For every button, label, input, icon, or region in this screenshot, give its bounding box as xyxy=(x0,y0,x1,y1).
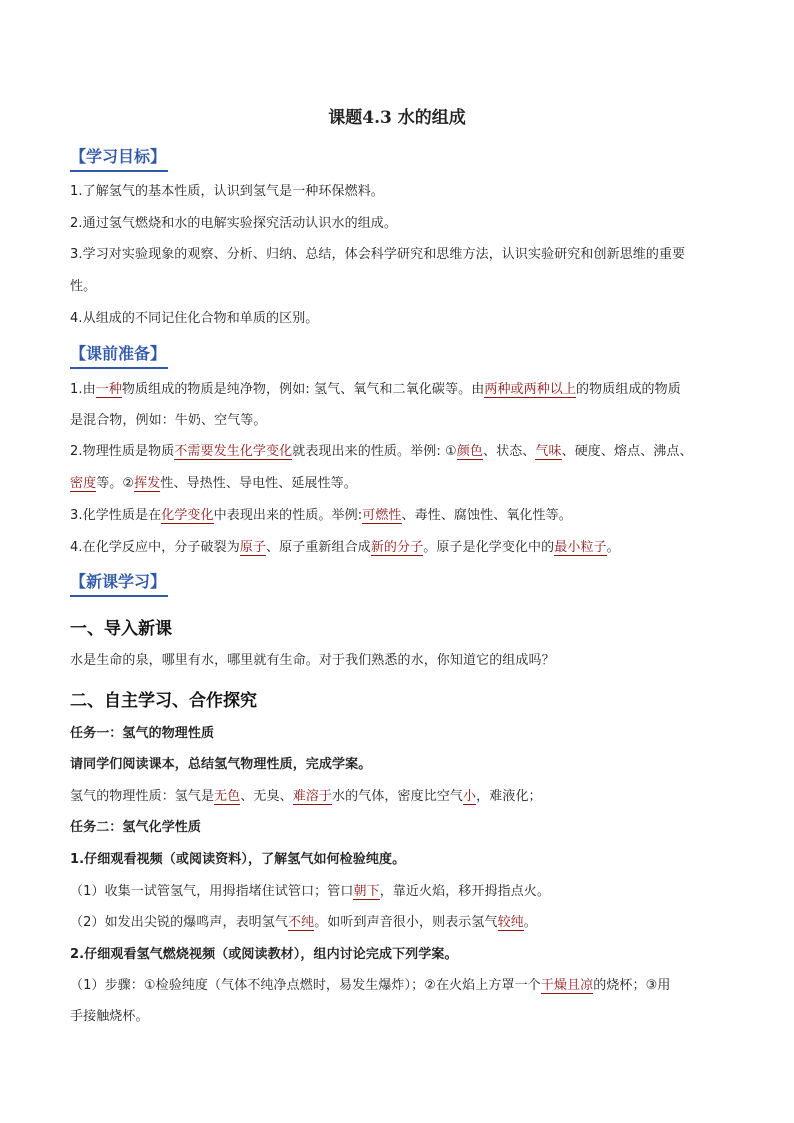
prep-paragraph-4 xyxy=(70,533,730,563)
explore-heading: 二、自主学习、合作探究 xyxy=(70,691,257,711)
prep-paragraph-2-continued xyxy=(70,469,730,499)
prep-text: 4.在化学反应中，分子破裂为 xyxy=(70,540,240,555)
answer-blank: 两种或两种以上 xyxy=(484,382,577,397)
objective-3: 3.学习对实验现象的观察、分析、归纳、总结，体会科学研究和思维方法，认识实验研究和创新思维的重要 xyxy=(70,247,686,262)
answer-blank: 不纯 xyxy=(287,915,315,930)
task-text: （2）如发出尖锐的爆鸣声，表明氢气 xyxy=(70,915,288,930)
prep-paragraph-2 xyxy=(70,437,730,467)
section-new-lesson: 【新课学习】 xyxy=(70,571,168,597)
task2-item-1: 1.仔细观看视频（或阅读资料），了解氢气如何检验纯度。 xyxy=(70,852,406,867)
answer-blank: 颜色 xyxy=(456,444,483,459)
answer-blank: 较纯 xyxy=(497,915,524,930)
prep-text: 、状态、 xyxy=(483,444,536,459)
intro-text: 水是生命的泉，哪里有水，哪里就有生命。对于我们熟悉的水，你知道它的组成吗？ xyxy=(70,653,555,668)
prep-text: 1.由 xyxy=(70,382,96,397)
prep-text: 、毒性、腐蚀性、氧化性等。 xyxy=(401,508,572,523)
answer-blank: 挥发 xyxy=(134,476,161,491)
answer-blank: 化学变化 xyxy=(161,508,214,523)
task2-step-2 xyxy=(70,908,730,938)
task2-item-2: 2.仔细观看氢气燃烧视频（或阅读教材），组内讨论完成下列学案。 xyxy=(70,947,458,962)
task-text: （1）收集一试管氢气，用拇指堵住试管口；管口 xyxy=(70,884,354,899)
prep-text: 就表现出来的性质。举例: ① xyxy=(292,444,457,459)
prep-paragraph-1-continued: 是混合物，例如：牛奶、空气等。 xyxy=(70,413,267,428)
prep-paragraph-1 xyxy=(70,375,730,405)
task1-title: 任务一：氢气的物理性质 xyxy=(70,726,215,741)
answer-blank: 原子 xyxy=(239,540,267,555)
task-text: 氢气的物理性质：氢气是 xyxy=(70,789,215,804)
prep-text: 。 xyxy=(606,540,620,555)
answer-blank: 新的分子 xyxy=(370,540,424,555)
task2-step-3 xyxy=(70,971,730,1001)
task-text: 的烧杯；③用 xyxy=(593,978,671,993)
objective-3-continued: 性。 xyxy=(70,279,97,294)
task-text: 。如听到声音很小，则表示氢气 xyxy=(314,915,498,930)
page-title: 课题4.3 水的组成 xyxy=(328,108,466,128)
task-text: 水的气体，密度比空气 xyxy=(332,789,464,804)
prep-text: 、硬度、熔点、沸点、 xyxy=(561,444,693,459)
task-text: ，靠近火焰，移开拇指点火。 xyxy=(379,884,550,899)
task-text: ，难液化； xyxy=(476,789,542,804)
prep-text: 2.物理性质是物质 xyxy=(70,444,175,459)
intro-heading: 一、导入新课 xyxy=(70,619,172,639)
section-preparation: 【课前准备】 xyxy=(70,343,168,369)
answer-blank: 最小粒子 xyxy=(554,540,607,555)
task-text: （1）步骤：①检验纯度（气体不纯净点燃时，易发生爆炸）；②在火焰上方罩一个 xyxy=(70,978,541,993)
prep-text: 性、导热性、导电性、延展性等。 xyxy=(160,476,357,491)
task1-answer xyxy=(70,782,730,812)
answer-blank: 可燃性 xyxy=(362,508,402,523)
objective-4: 4.从组成的不同记住化合物和单质的区别。 xyxy=(70,311,319,326)
task-text: 。 xyxy=(523,915,537,930)
answer-blank: 干燥且凉 xyxy=(540,978,594,993)
task-text: 、无臭、 xyxy=(240,789,293,804)
prep-paragraph-3 xyxy=(70,501,730,531)
prep-text: 物质组成的物质是纯净物，例如: 氢气、氧气和二氧化碳等。由 xyxy=(121,382,485,397)
prep-text: 等。② xyxy=(96,476,135,491)
answer-blank: 难溶于 xyxy=(292,789,333,804)
prep-text: 3.化学性质是在 xyxy=(70,508,162,523)
task2-step-3-continued: 手接触烧杯。 xyxy=(70,1009,149,1024)
answer-blank: 朝下 xyxy=(353,884,380,899)
objective-2: 2.通过氢气燃烧和水的电解实验探究活动认识水的组成。 xyxy=(70,216,398,231)
task2-step-1 xyxy=(70,877,730,907)
answer-blank: 密度 xyxy=(70,476,97,491)
section-learning-objectives: 【学习目标】 xyxy=(70,146,168,172)
prep-text: 、原子重新组合成 xyxy=(266,540,371,555)
answer-blank: 一种 xyxy=(95,382,122,397)
prep-text: 中表现出来的性质。举例: xyxy=(213,508,363,523)
objective-1: 1.了解氢气的基本性质，认识到氢气是一种环保燃料。 xyxy=(70,184,384,199)
answer-blank: 不需要发生化学变化 xyxy=(174,444,293,459)
prep-text: 。原子是化学变化中的 xyxy=(423,540,555,555)
task2-title: 任务二：氢气化学性质 xyxy=(70,820,202,835)
answer-blank: 小 xyxy=(463,789,477,804)
prep-text: 的物质组成的物质 xyxy=(576,382,681,397)
answer-blank: 气味 xyxy=(535,444,562,459)
answer-blank: 无色 xyxy=(214,789,241,804)
task1-instruction: 请同学们阅读课本，总结氢气物理性质，完成学案。 xyxy=(70,757,372,772)
